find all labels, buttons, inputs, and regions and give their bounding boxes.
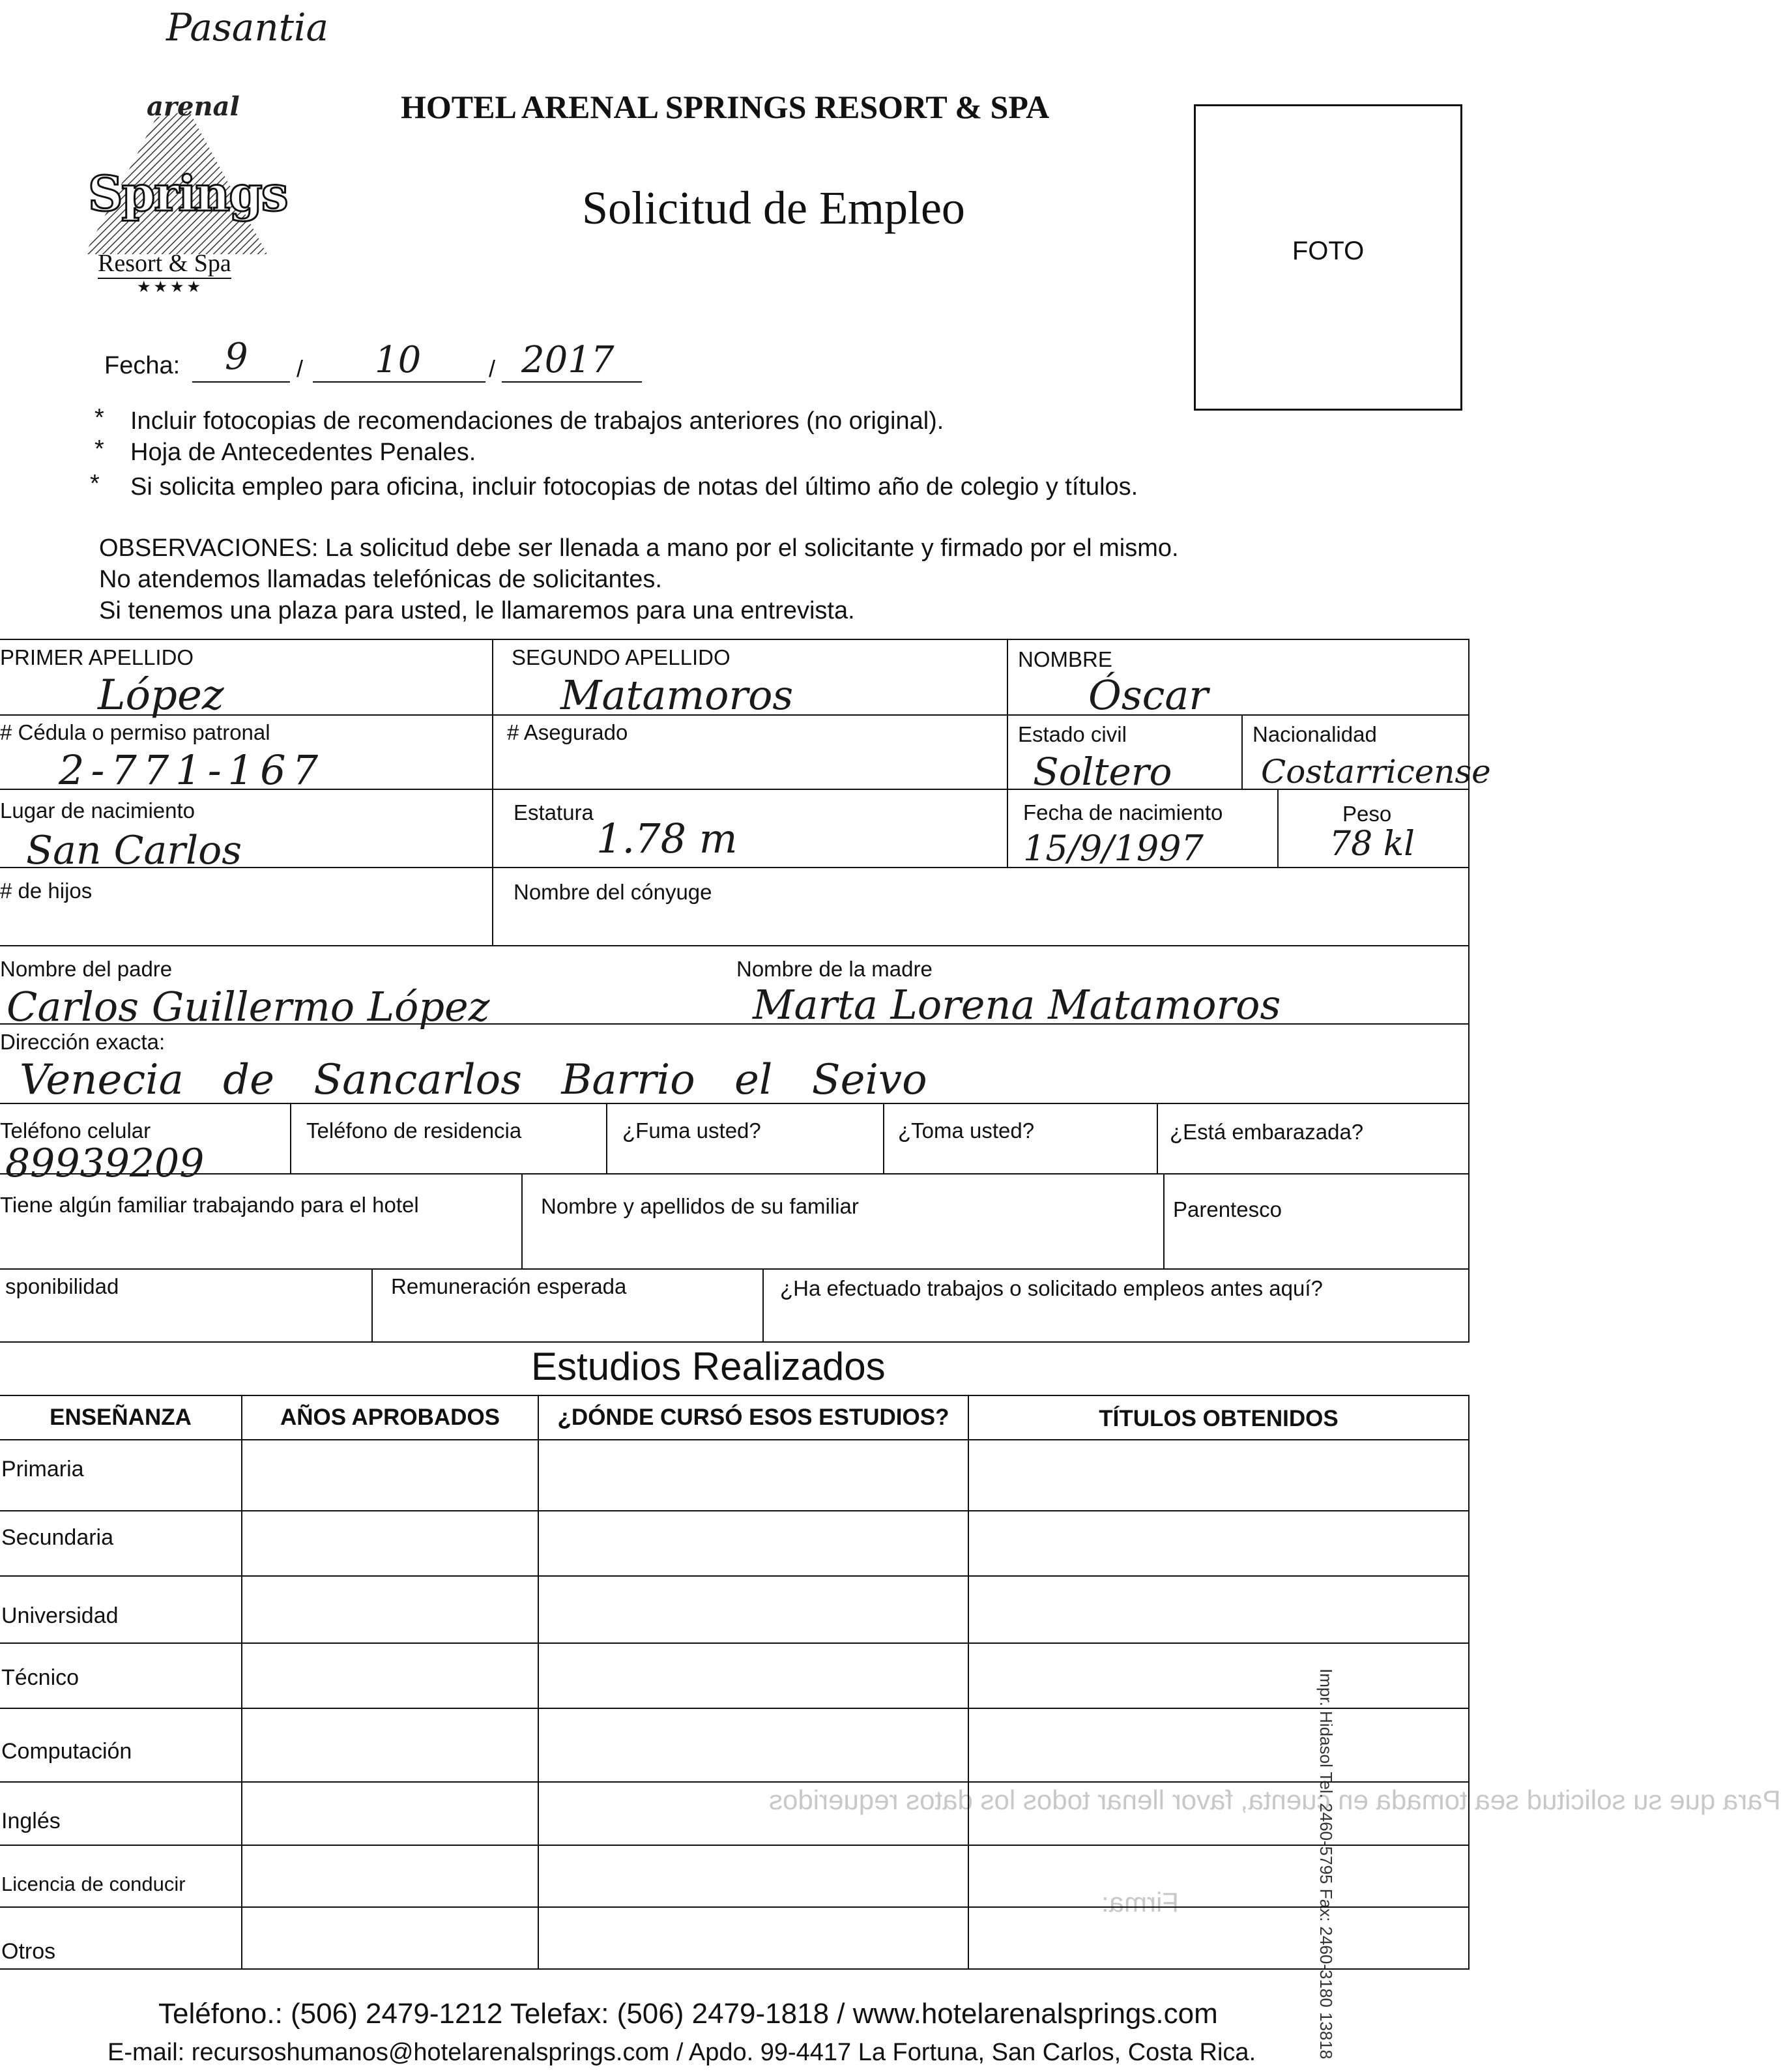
embarazada-input[interactable] bbox=[1160, 1144, 1466, 1183]
embarazada-label: ¿Está embarazada? bbox=[1170, 1120, 1364, 1144]
footer-contact-email: E-mail: recursoshumanos@hotelarenalsprings.com / Apdo. 99-4417 La Fortuna, San Carlos, Costa Rica. bbox=[108, 2039, 1256, 2066]
estatura-value[interactable]: 1.78 m bbox=[596, 815, 738, 862]
hotel-logo bbox=[59, 91, 300, 300]
printer-side-text: Impr. Hidasol Tel. 2460-5795 Fax: 2460-3180 13818 bbox=[1316, 1669, 1336, 2060]
parentesco-input[interactable] bbox=[1166, 1225, 1466, 1266]
studies-table bbox=[0, 1395, 1470, 1968]
direccion-label: Dirección exacta: bbox=[0, 1030, 166, 1054]
segundo-apellido-value[interactable]: Matamoros bbox=[560, 671, 794, 719]
fuma-input[interactable] bbox=[609, 1144, 882, 1183]
photo-label: FOTO bbox=[1292, 237, 1365, 265]
cedula-label: # Cédula o permiso patronal bbox=[0, 720, 270, 744]
date-label: Fecha: bbox=[104, 352, 181, 379]
studies-row-label: Primaria bbox=[1, 1457, 84, 1481]
date-month-line[interactable] bbox=[313, 381, 485, 383]
lugar-nacimiento-label: Lugar de nacimiento bbox=[0, 798, 195, 823]
estatura-label: Estatura bbox=[514, 800, 594, 824]
asegurado-label: # Asegurado bbox=[507, 720, 628, 744]
studies-header-donde: ¿DÓNDE CURSÓ ESOS ESTUDIOS? bbox=[557, 1405, 949, 1430]
bleed-through-signature: Firma: bbox=[1101, 1887, 1179, 1918]
requirement-item: Si solicita empleo para oficina, incluir fotocopias de notas del último año de colegio y títulos. bbox=[130, 473, 1138, 501]
requirement-bullet: * bbox=[94, 435, 104, 463]
celular-value[interactable]: 89939209 bbox=[5, 1141, 205, 1186]
nombre-value[interactable]: Óscar bbox=[1088, 671, 1208, 719]
madre-value[interactable]: Marta Lorena Matamoros bbox=[753, 981, 1281, 1029]
nacionalidad-label: Nacionalidad bbox=[1252, 722, 1377, 746]
hijos-label: # de hijos bbox=[0, 879, 93, 903]
toma-label: ¿Toma usted? bbox=[898, 1118, 1035, 1143]
familiar-label: Tiene algún familiar trabajando para el hotel bbox=[0, 1193, 419, 1217]
fecha-nacimiento-label: Fecha de nacimiento bbox=[1023, 800, 1223, 824]
logo-main-text: Springs bbox=[88, 166, 287, 222]
date-slash: / bbox=[297, 355, 304, 382]
date-year-value: 2017 bbox=[521, 339, 615, 381]
trabajos-antes-input[interactable] bbox=[764, 1304, 1467, 1339]
date-year-line[interactable] bbox=[502, 381, 642, 383]
conyuge-label: Nombre del cónyuge bbox=[514, 880, 712, 904]
nacionalidad-value[interactable]: Costarricense bbox=[1261, 753, 1491, 791]
padre-label: Nombre del padre bbox=[0, 957, 173, 981]
nombre-label: NOMBRE bbox=[1018, 647, 1112, 671]
bleed-through-text: Para que su solicitud sea tomada en cuenta, favor llenar todos los datos requeridos bbox=[769, 1785, 1781, 1815]
trabajos-antes-label: ¿Ha efectuado trabajos o solicitado empleos antes aquí? bbox=[780, 1276, 1323, 1300]
nombre-familiar-input[interactable] bbox=[523, 1225, 1162, 1266]
madre-label: Nombre de la madre bbox=[736, 957, 933, 981]
handwritten-note: Pasantia bbox=[166, 5, 329, 50]
parentesco-label: Parentesco bbox=[1173, 1197, 1282, 1221]
celular-label: Teléfono celular bbox=[0, 1118, 151, 1143]
hijos-input[interactable] bbox=[1, 906, 490, 945]
requirement-item: Hoja de Antecedentes Penales. bbox=[130, 439, 476, 466]
studies-title: Estudios Realizados bbox=[531, 1345, 886, 1388]
residencia-label: Teléfono de residencia bbox=[306, 1118, 522, 1143]
observations-line: OBSERVACIONES: La solicitud debe ser llenada a mano por el solicitante y firmado por el mismo. bbox=[99, 534, 1179, 562]
date-month-value: 10 bbox=[375, 339, 422, 381]
logo-tagline: Resort & Spa bbox=[98, 249, 231, 279]
cedula-value[interactable]: 2-771-167 bbox=[59, 746, 325, 794]
requirement-item: Incluir fotocopias de recomendaciones de trabajos anteriores (no original). bbox=[130, 407, 944, 435]
observations-line: No atendemos llamadas telefónicas de solicitantes. bbox=[99, 566, 662, 593]
conyuge-input[interactable] bbox=[494, 906, 1465, 945]
direccion-value[interactable]: Venecia de Sancarlos Barrio el Seivo bbox=[20, 1056, 927, 1104]
studies-header-anos: AÑOS APROBADOS bbox=[280, 1405, 500, 1430]
date-slash: / bbox=[489, 355, 496, 382]
fuma-label: ¿Fuma usted? bbox=[622, 1118, 761, 1143]
logo-stars: ★★★★ bbox=[137, 278, 204, 296]
studies-row-label: Licencia de conducir bbox=[1, 1873, 186, 1895]
remuneracion-input[interactable] bbox=[373, 1304, 761, 1339]
logo-top-text: arenal bbox=[147, 91, 240, 122]
studies-header-titulos: TÍTULOS OBTENIDOS bbox=[1099, 1406, 1339, 1431]
studies-row-label: Otros bbox=[1, 1939, 56, 1964]
toma-input[interactable] bbox=[886, 1144, 1155, 1183]
requirement-bullet: * bbox=[94, 404, 104, 431]
date-day-value: 9 bbox=[225, 336, 248, 378]
lugar-nacimiento-value[interactable]: San Carlos bbox=[26, 828, 242, 873]
estado-civil-label: Estado civil bbox=[1018, 722, 1127, 746]
hotel-name: HOTEL ARENAL SPRINGS RESORT & SPA bbox=[401, 89, 1050, 125]
footer-contact-phone: Teléfono.: (506) 2479-1212 Telefax: (506) 2479-1818 / www.hotelarenalsprings.com bbox=[158, 1998, 1218, 2030]
asegurado-input[interactable] bbox=[494, 743, 1006, 787]
primer-apellido-label: PRIMER APELLIDO bbox=[0, 645, 194, 669]
fecha-nacimiento-value[interactable]: 15/9/1997 bbox=[1023, 828, 1204, 869]
residencia-input[interactable] bbox=[293, 1144, 605, 1183]
studies-row-label: Secundaria bbox=[1, 1525, 114, 1550]
studies-header-ensenanza: ENSEÑANZA bbox=[50, 1405, 192, 1430]
requirement-bullet: * bbox=[90, 470, 100, 497]
photo-box[interactable] bbox=[1194, 104, 1462, 411]
peso-value[interactable]: 78 kl bbox=[1329, 824, 1415, 864]
disponibilidad-label: sponibilidad bbox=[5, 1274, 119, 1298]
padre-value[interactable]: Carlos Guillermo López bbox=[7, 983, 490, 1030]
peso-label: Peso bbox=[1342, 802, 1392, 826]
studies-row-label: Computación bbox=[1, 1739, 132, 1764]
studies-row-label: Universidad bbox=[1, 1603, 119, 1628]
primer-apellido-value[interactable]: López bbox=[98, 671, 224, 720]
familiar-input[interactable] bbox=[1, 1225, 519, 1266]
estado-civil-value[interactable]: Soltero bbox=[1033, 750, 1172, 794]
observations-line: Si tenemos una plaza para usted, le llamaremos para una entrevista. bbox=[99, 597, 855, 624]
studies-row-label: Inglés bbox=[1, 1809, 61, 1833]
date-day-line[interactable] bbox=[192, 381, 290, 383]
segundo-apellido-label: SEGUNDO APELLIDO bbox=[512, 645, 731, 669]
studies-row-label: Técnico bbox=[1, 1665, 80, 1690]
nombre-familiar-label: Nombre y apellidos de su familiar bbox=[541, 1194, 859, 1218]
form-title: Solicitud de Empleo bbox=[582, 182, 965, 234]
disponibilidad-input[interactable] bbox=[1, 1304, 369, 1339]
remuneracion-label: Remuneración esperada bbox=[391, 1274, 627, 1298]
